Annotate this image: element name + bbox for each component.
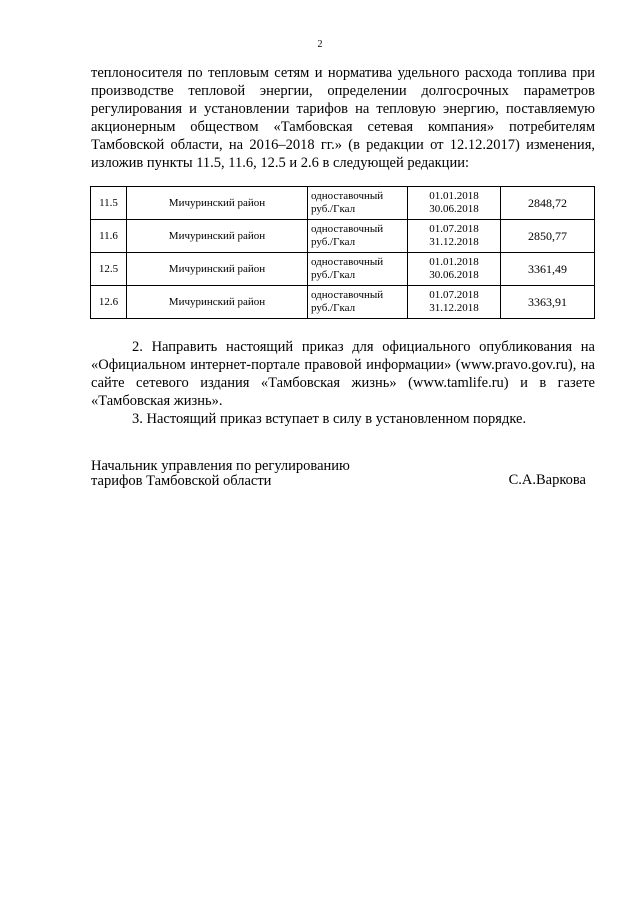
period-end: 31.12.2018 (429, 236, 479, 248)
intro-paragraph (91, 64, 595, 172)
signatory-name: С.А.Варкова (508, 472, 586, 488)
period-start: 01.01.2018 (429, 256, 479, 268)
tariff-type: одноставочный (311, 256, 384, 268)
cell-district: Мичуринский район (127, 187, 308, 220)
cell-period (408, 286, 501, 319)
cell-tariff-value: 2850,77 (501, 220, 595, 253)
tariff-unit: руб./Гкал (311, 236, 356, 248)
tariff-type: одноставочный (311, 289, 384, 301)
cell-district: Мичуринский район (127, 220, 308, 253)
cell-tariff-type (308, 220, 408, 253)
signature-block (91, 459, 595, 489)
cell-tariff-type (308, 187, 408, 220)
tariff-type: одноставочный (311, 223, 384, 235)
table-row (91, 253, 595, 286)
cell-item-number: 11.6 (91, 220, 127, 253)
cell-period (408, 220, 501, 253)
cell-tariff-value: 3361,49 (501, 253, 595, 286)
period-end: 30.06.2018 (429, 269, 479, 281)
tariff-unit: руб./Гкал (311, 203, 356, 215)
cell-item-number: 12.5 (91, 253, 127, 286)
cell-period (408, 187, 501, 220)
cell-tariff-type (308, 286, 408, 319)
page-number: 2 (317, 39, 323, 50)
table-row (91, 187, 595, 220)
signatory-title-line2: тарифов Тамбовской области (91, 473, 272, 489)
cell-tariff-type (308, 253, 408, 286)
period-end: 30.06.2018 (429, 203, 479, 215)
period-end: 31.12.2018 (429, 302, 479, 314)
period-start: 01.01.2018 (429, 190, 479, 202)
period-start: 01.07.2018 (429, 289, 479, 301)
signatory-title-line1: Начальник управления по регулированию (91, 458, 350, 474)
cell-item-number: 12.6 (91, 286, 127, 319)
cell-district: Мичуринский район (127, 253, 308, 286)
tariff-type: одноставочный (311, 190, 384, 202)
tariff-unit: руб./Гкал (311, 302, 356, 314)
cell-period (408, 253, 501, 286)
cell-tariff-value: 2848,72 (501, 187, 595, 220)
table-row (91, 220, 595, 253)
intro-text: теплоносителя по тепловым сетям и норматива удельного расхода топлива при производстве тепловой энергии, определении долгосрочных параметров регулирования и установлении тарифов на тепловую энергию, поставляемую акционерным обществом «Тамбовская сетевая компания» потребителям Тамбовской области, на 2016–2018 гг.» (в редакции от 12.12.2017) изменения, изложив пункты 11.5, 11.6, 12.5 и 2.6 в следующей редакции: (91, 65, 595, 171)
tariff-table (90, 186, 595, 319)
cell-tariff-value: 3363,91 (501, 286, 595, 319)
cell-item-number: 11.5 (91, 187, 127, 220)
tariff-unit: руб./Гкал (311, 269, 356, 281)
body-text (91, 338, 595, 428)
paragraph-publication: 2. Направить настоящий приказ для официального опубликования на «Официальном интернет-портале правовой информации» (www.pravo.gov.ru), на сайте сетевого издания «Тамбовская жизнь» (www.tamlife.ru) и в газете «Тамбовская жизнь». (91, 339, 595, 409)
cell-district: Мичуринский район (127, 286, 308, 319)
table-row (91, 286, 595, 319)
period-start: 01.07.2018 (429, 223, 479, 235)
paragraph-effective: 3. Настоящий приказ вступает в силу в установленном порядке. (132, 411, 527, 427)
